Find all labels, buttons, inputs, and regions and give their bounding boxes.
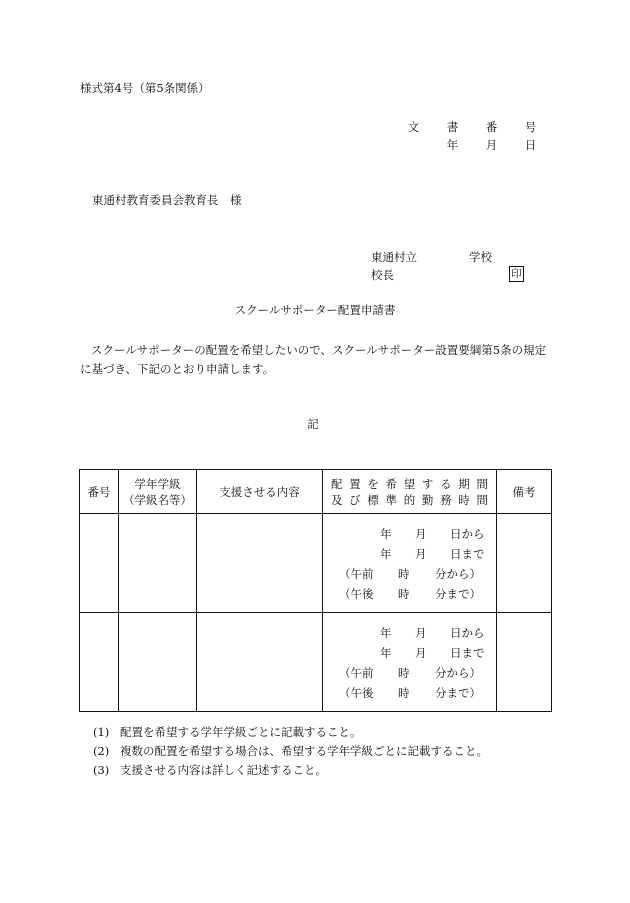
cell-number[interactable]: [80, 514, 119, 613]
period-month: 月: [415, 646, 427, 660]
period-pm: （午後: [339, 587, 374, 601]
cell-support[interactable]: [197, 514, 323, 613]
period-hour: 時: [398, 567, 410, 581]
period-year: 年: [380, 626, 392, 640]
date-year: 年: [446, 138, 459, 152]
table-row: [80, 613, 552, 712]
period-month: 月: [415, 626, 427, 640]
form-number: 様式第4号（第5条関係）: [80, 81, 210, 95]
seal-mark: 印: [509, 266, 524, 282]
period-year: 年: [380, 547, 392, 561]
period-min-from: 分から）: [435, 666, 481, 680]
note-number: (2): [93, 744, 110, 758]
cell-period[interactable]: [323, 514, 497, 613]
cell-support[interactable]: [197, 613, 323, 712]
header-period-line1: 配置を希望する期間: [331, 476, 488, 491]
note-number: (3): [93, 763, 110, 777]
period-am: （午前: [339, 567, 374, 581]
doc-number-char: 号: [524, 120, 537, 134]
period-hour: 時: [398, 686, 410, 700]
school-suffix: 学校: [469, 250, 492, 264]
header-remarks: 備考: [497, 470, 552, 514]
cell-period[interactable]: [323, 613, 497, 712]
principal-label: 校長: [371, 268, 394, 282]
doc-number-char: 書: [446, 120, 459, 134]
period-pm: （午後: [339, 686, 374, 700]
doc-number-char: 番: [485, 120, 498, 134]
period-day-to: 日まで: [450, 646, 485, 660]
cell-grade[interactable]: [119, 514, 197, 613]
header-period: [323, 470, 497, 514]
period-day-from: 日から: [450, 626, 485, 640]
date-label: [433, 137, 550, 153]
period-year: 年: [380, 646, 392, 660]
period-min-to: 分まで）: [435, 686, 481, 700]
period-month: 月: [415, 527, 427, 541]
header-grade-line1: 学年学級: [134, 476, 181, 491]
period-hour: 時: [398, 666, 410, 680]
body-text: スクールサポーターの配置を希望したいので、スクールサポーター設置要綱第5条の規定に基づき、下記のとおり申請します。: [80, 343, 547, 376]
cell-remarks[interactable]: [497, 514, 552, 613]
document-number-label: [394, 119, 550, 135]
header-period-line2: 及び標準的勤務時間: [331, 492, 488, 507]
cell-grade[interactable]: [119, 613, 197, 712]
date-day: 日: [524, 138, 537, 152]
cell-remarks[interactable]: [497, 613, 552, 712]
cell-number[interactable]: [80, 613, 119, 712]
date-month: 月: [485, 138, 498, 152]
application-table: [79, 469, 552, 712]
table-row: [80, 514, 552, 613]
period-day-to: 日まで: [450, 547, 485, 561]
header-number: 番号: [80, 470, 119, 514]
table-header-row: [80, 470, 552, 514]
note-number: (1): [93, 725, 110, 739]
school-line: [371, 249, 492, 265]
ki-heading: 記: [307, 417, 319, 431]
period-year: 年: [380, 527, 392, 541]
header-grade: [119, 470, 197, 514]
note-text: 複数の配置を希望する場合は、希望する学年学級ごとに記載すること。: [120, 744, 488, 758]
header-grade-line2: （学級名等）: [123, 492, 192, 507]
doc-number-char: 文: [407, 120, 420, 134]
note-text: 支援させる内容は詳しく記述すること。: [120, 763, 327, 777]
addressee: 東通村教育委員会教育長 様: [92, 193, 242, 207]
period-hour: 時: [398, 587, 410, 601]
period-month: 月: [415, 547, 427, 561]
header-support: 支援させる内容: [197, 470, 323, 514]
period-am: （午前: [339, 666, 374, 680]
note-text: 配置を希望する学年学級ごとに記載すること。: [120, 725, 362, 739]
document-title: スクールサポーター配置申請書: [234, 303, 396, 317]
period-day-from: 日から: [450, 527, 485, 541]
period-min-from: 分から）: [435, 567, 481, 581]
period-min-to: 分まで）: [435, 587, 481, 601]
school-prefix: 東通村立: [371, 250, 417, 264]
